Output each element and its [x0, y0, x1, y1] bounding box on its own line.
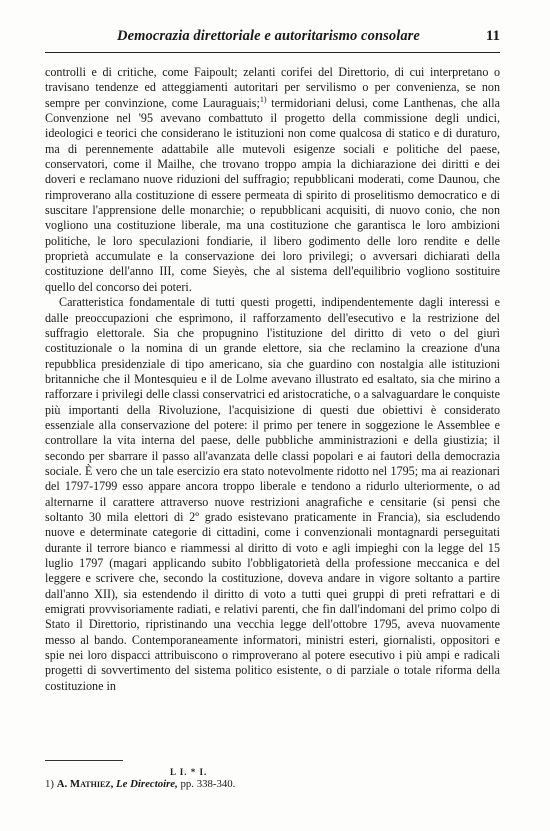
- footnote: [45, 778, 235, 790]
- paragraph-text: Caratteristica fondamentale di tutti questi progetti, indipendentemente dagli interessi e dalle preoccupazioni che esprimono, il rafforzamento dell'esecutivo e la restrizione del suffragio elettorale. Sia che propugnino l'istituzione del diritto di veto o del giurì costituzionale o la nomina di un grande elettore, sia che reclamino la creazione d'una repubblica presidenziale di tipo americano, sia che guardino con nostalgia alle istituzioni britanniche che il Montesquieu e il de Lolme avevano illustrato ed esaltato, sia che mirino a rafforzare i privilegi delle classi conservatrici ed aristocratiche, o a salvaguardare le conquiste più importanti della Rivoluzione, l'acquisizione di questi due obiettivi è considerato essenziale alla conservazione del potere: il primo per tenere in soggezione le Assemblee e controllare la vita interna del paese, delle pubbliche amministrazioni e della giustizia; il secondo per sbarrare il passo all'avanzata delle classi popolari e ai fautori della democrazia sociale. È vero che un tale esercizio era stato notevolmente ridotto nel 1795; ma ai reazionari del 1797-1799 esso appare ancora troppo liberale e tendono a ridurlo ulteriormente, o ad alternarne il carattere attraverso nuove restrizioni anagrafiche e censitarie (si pensi che soltanto 30 mila elettori di 2º grado esistevano praticamente in Francia), sia escludendo nuove e determinate categorie di cittadini, come i convenzionali montagnardi perseguitati durante il terrore bianco e riammessi al diritto di voto e agli impieghi con la legge del 15 luglio 1797 (magari applicando subito l'obbligatorietà della professione meccanica e del leggere e scrivere che, secondo la costituzione, doveva andare in vigore soltanto a partire dall'anno XII), sia estendendo il diritto di voto a tutti quei gruppi di preti refrattari e di emigrati provvisoriamente radiati, e relativi parenti, che fin dall'indomani del primo colpo di Stato il Direttorio, ripristinando una vecchia legge dell'ottobre 1795, aveva nuovamente messo al bando. Contemporaneamente informatori, ministri esteri, giornalisti, oppositori e spie nei loro dispacci attribuiscono o rimproverano al potere esecutivo i più ampi e radicali progetti di sovvertimento del sistema politico esistente, o di parziale o totale riforma della costituzione in: [45, 295, 500, 693]
- footnote-author: A. Mathiez,: [56, 778, 114, 790]
- footnote-mark: 1): [45, 778, 54, 790]
- paragraph: [45, 295, 500, 694]
- body-text: [45, 65, 500, 694]
- header-rule: [45, 52, 500, 53]
- running-title: Democrazia direttoriale e autoritarismo consolare: [117, 28, 420, 44]
- printer-mark: L I. * I.: [170, 767, 208, 777]
- page-number: 11: [485, 28, 500, 44]
- footnote-rule: [45, 760, 123, 761]
- footnote-reference[interactable]: 1): [259, 94, 267, 104]
- paragraph-text: termidoriani delusi, come Lanthenas, che alla Convenzione nel '95 avevano combattuto il progetto della commissione degli undici, ideologici e teorici che considerano le istituzioni non come qualcosa di statico e di duraturo, ma di perennemente adattabile alle mutevoli esigenze sociali e politiche del paese, conservatori, come il Mailhe, che trovano troppo ampia la dichiarazione dei diritti e dei doveri e reclamano nuove riduzioni del suffragio; repubblicani moderati, come Daunou, che rimproverano alla costituzione di essere permeata di spirito di proselitismo democratico e di suscitare l'apprensione delle monarchie; o repubblicani acquisiti, di nuovo conio, che non vogliono una costituzione liberale, ma una costituzione che garantisca le loro ambizioni politiche, le loro speculazioni fondiarie, il libero godimento delle loro rendite e delle proprietà accumulate e la conservazione dei loro privilegi; o avversari dichiarati della costituzione dell'anno III, come Sieyès, che al sistema dell'equilibrio vogliono sostituire quello del concorso dei poteri.: [45, 95, 500, 294]
- running-header: [45, 28, 500, 48]
- paragraph-text: controlli e di critiche, come Faipoult; zelanti corifei del Direttorio, di cui interpretano o travisano tendenze ed atteggiamenti autoritari per servilismo o per convenienza, se non sempre per convinzione, come Lauraguais;: [45, 65, 500, 110]
- paragraph: [45, 65, 500, 295]
- footnote-title: Le Directoire,: [116, 778, 178, 790]
- footnote-pages: pp. 338-340.: [180, 778, 236, 790]
